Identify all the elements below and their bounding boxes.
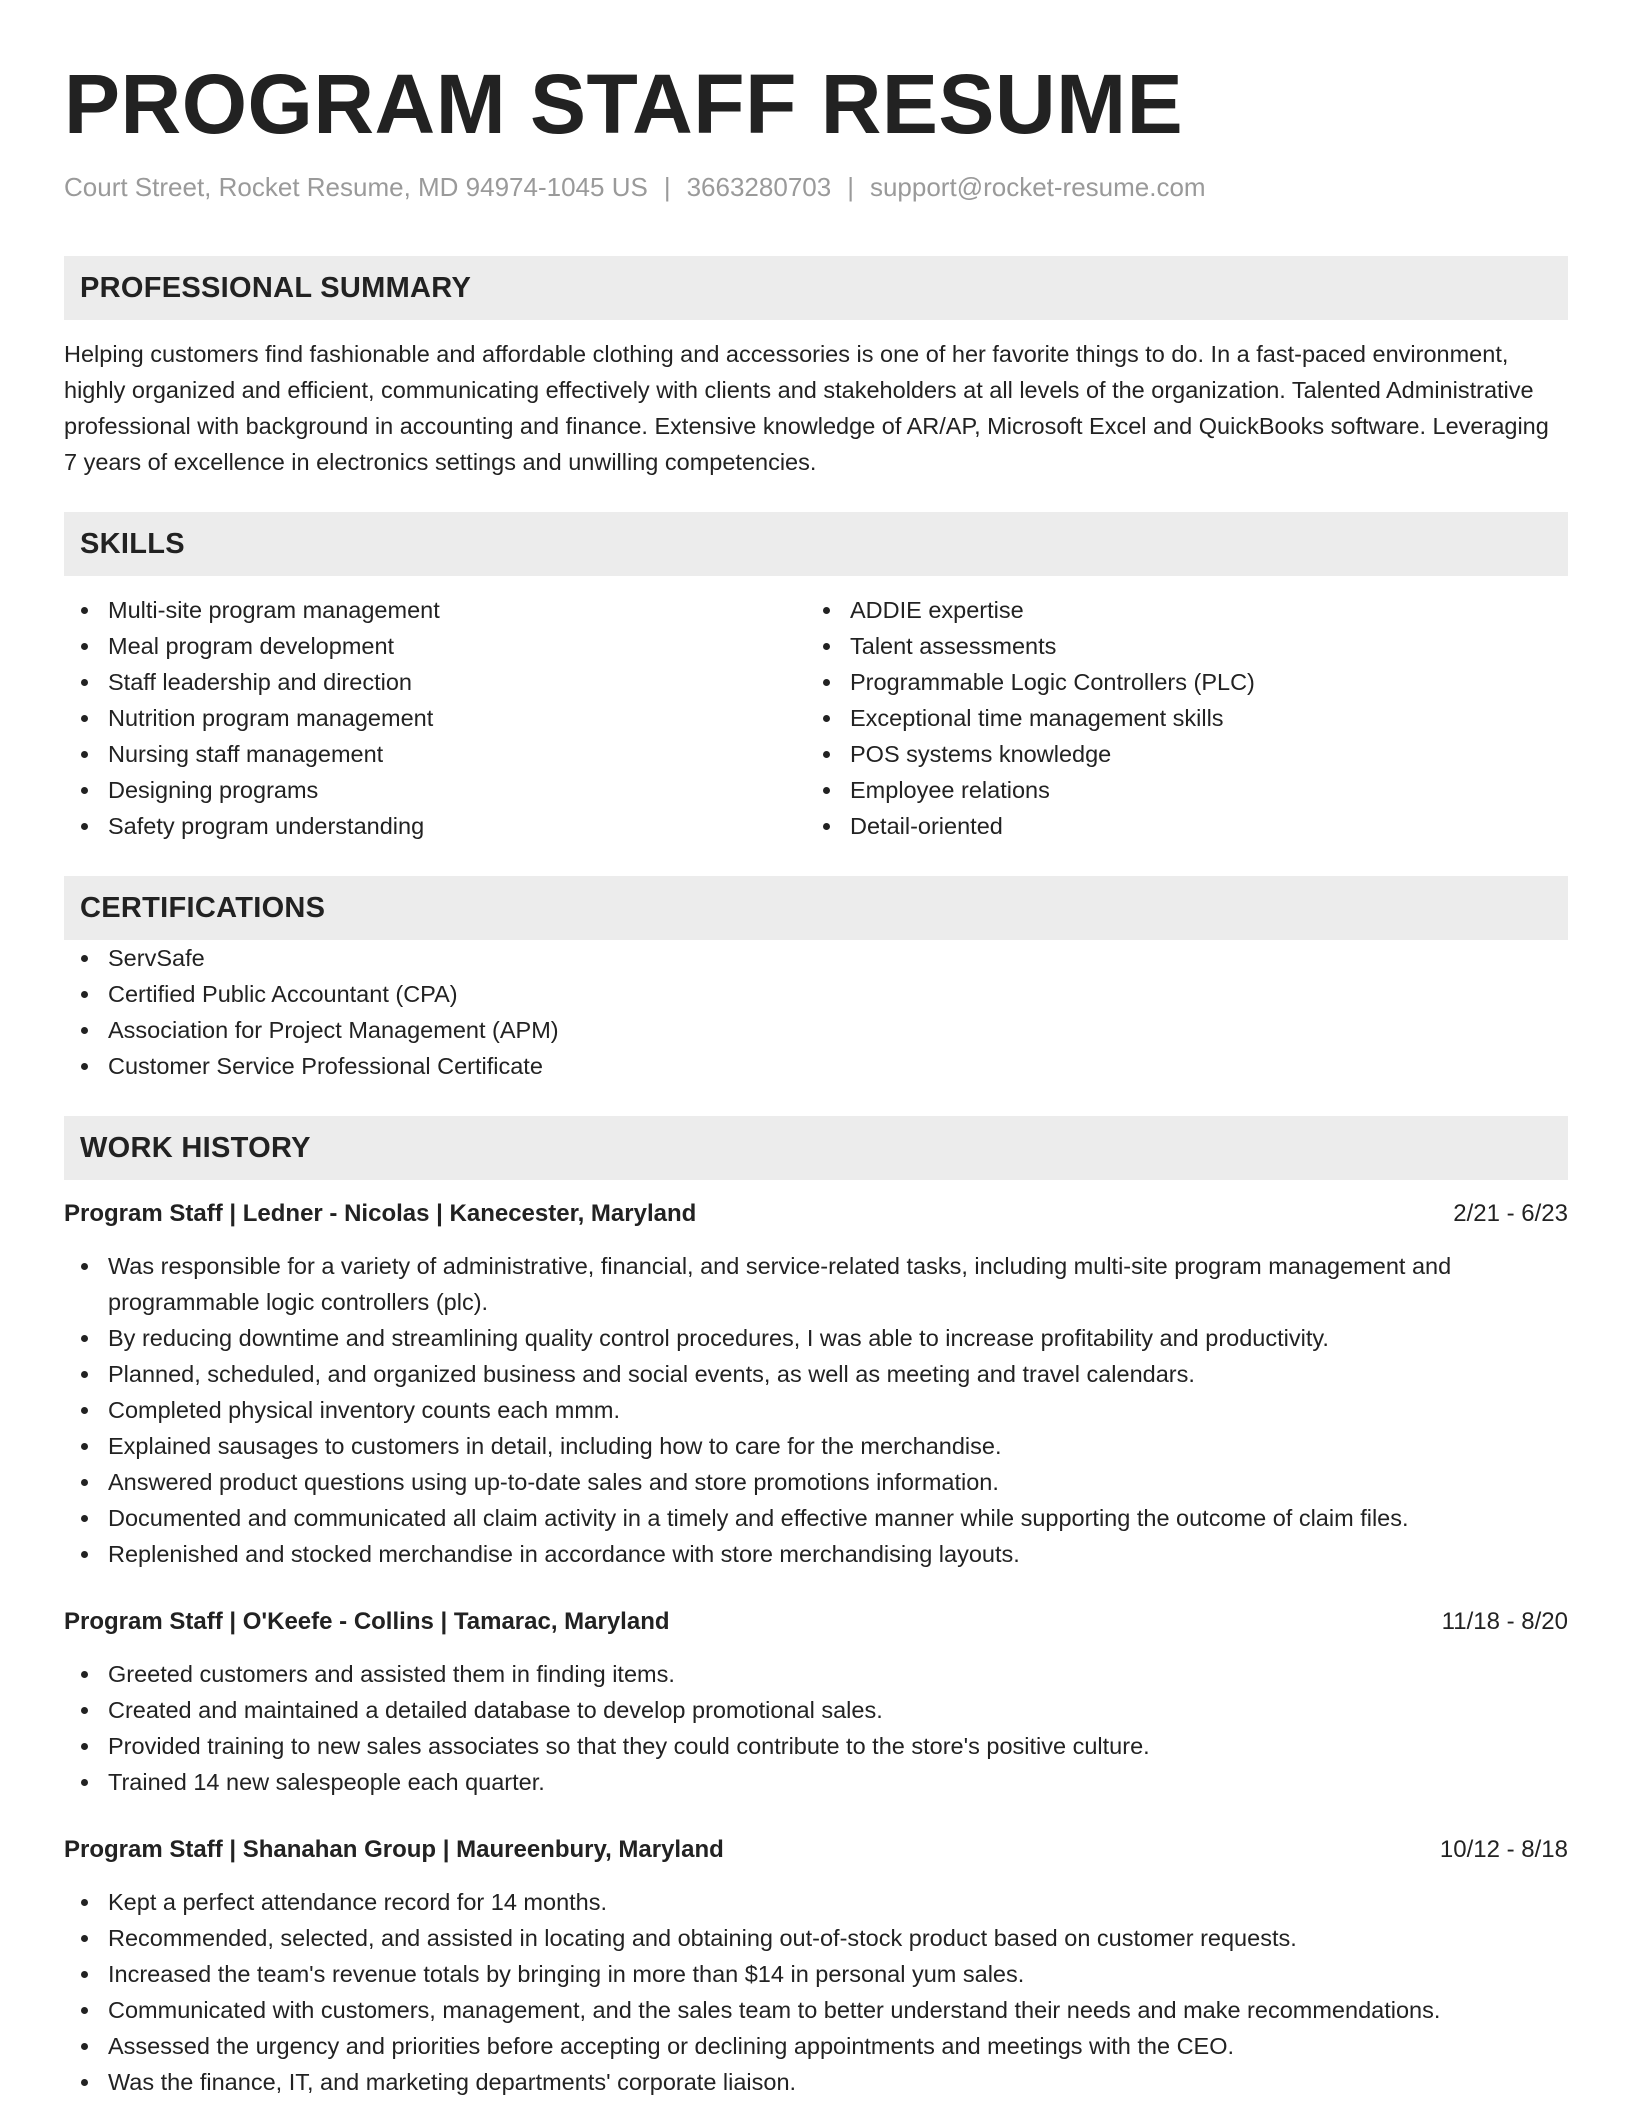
job-dates: 10/12 - 8/18 bbox=[1439, 1836, 1568, 1863]
skill-item: Exceptional time management skills bbox=[806, 700, 1548, 736]
section-header-skills: SKILLS bbox=[64, 512, 1568, 576]
job-bullet: Was the finance, IT, and marketing departments' corporate liaison. bbox=[64, 2064, 1568, 2100]
job-title: Program Staff | Shanahan Group | Maureenbury, Maryland bbox=[64, 1836, 724, 1863]
job-bullet: Trained 14 new salespeople each quarter. bbox=[64, 1764, 1568, 1800]
skill-item: Nutrition program management bbox=[64, 700, 806, 736]
job-bullet: Answered product questions using up-to-date sales and store promotions information. bbox=[64, 1464, 1568, 1500]
contact-separator: | bbox=[847, 172, 854, 202]
skill-item: ADDIE expertise bbox=[806, 592, 1548, 628]
certifications-list bbox=[64, 940, 1568, 1084]
skill-item: Talent assessments bbox=[806, 628, 1548, 664]
job-header bbox=[64, 1196, 1568, 1232]
skills-grid bbox=[64, 592, 1568, 844]
certification-item: Certified Public Accountant (CPA) bbox=[64, 976, 1568, 1012]
job-bullet: Greeted customers and assisted them in finding items. bbox=[64, 1656, 1568, 1692]
job-bullet: Planned, scheduled, and organized business and social events, as well as meeting and travel calendars. bbox=[64, 1356, 1568, 1392]
job-bullet: Provided training to new sales associates so that they could contribute to the store's positive culture. bbox=[64, 1728, 1568, 1764]
contact-line bbox=[64, 170, 1568, 204]
job-bullet: Communicated with customers, management, and the sales team to better understand their needs and make recommendations. bbox=[64, 1992, 1568, 2028]
job-bullets bbox=[64, 1884, 1568, 2100]
section-header-work-history: WORK HISTORY bbox=[64, 1116, 1568, 1180]
skill-item: POS systems knowledge bbox=[806, 736, 1548, 772]
job-bullet: Documented and communicated all claim activity in a timely and effective manner while supporting the outcome of claim files. bbox=[64, 1500, 1568, 1536]
job-bullet: By reducing downtime and streamlining quality control procedures, I was able to increase profitability and productivity. bbox=[64, 1320, 1568, 1356]
section-header-certifications: CERTIFICATIONS bbox=[64, 876, 1568, 940]
contact-email: support@rocket-resume.com bbox=[869, 172, 1206, 202]
job-header bbox=[64, 1604, 1568, 1640]
job-bullets bbox=[64, 1248, 1568, 1572]
job-entry bbox=[64, 1832, 1568, 2100]
job-bullet: Recommended, selected, and assisted in locating and obtaining out-of-stock product based on customer requests. bbox=[64, 1920, 1568, 1956]
skill-item: Meal program development bbox=[64, 628, 806, 664]
skill-item: Designing programs bbox=[64, 772, 806, 808]
job-header bbox=[64, 1832, 1568, 1868]
skills-list-right bbox=[806, 592, 1548, 844]
skill-item: Staff leadership and direction bbox=[64, 664, 806, 700]
job-bullet: Increased the team's revenue totals by bringing in more than $14 in personal yum sales. bbox=[64, 1956, 1568, 1992]
skill-item: Employee relations bbox=[806, 772, 1548, 808]
resume-title: PROGRAM STAFF RESUME bbox=[64, 57, 1184, 151]
skills-list-left bbox=[64, 592, 806, 844]
job-entry bbox=[64, 1604, 1568, 1800]
skill-item: Multi-site program management bbox=[64, 592, 806, 628]
job-bullet: Explained sausages to customers in detail, including how to care for the merchandise. bbox=[64, 1428, 1568, 1464]
job-bullet: Assessed the urgency and priorities before accepting or declining appointments and meetings with the CEO. bbox=[64, 2028, 1568, 2064]
skill-item: Safety program understanding bbox=[64, 808, 806, 844]
job-title: Program Staff | Ledner - Nicolas | Kanecester, Maryland bbox=[64, 1200, 697, 1227]
job-bullet: Completed physical inventory counts each mmm. bbox=[64, 1392, 1568, 1428]
job-title: Program Staff | O'Keefe - Collins | Tamarac, Maryland bbox=[64, 1608, 670, 1635]
section-header-summary: PROFESSIONAL SUMMARY bbox=[64, 256, 1568, 320]
contact-address: Court Street, Rocket Resume, MD 94974-1045 US bbox=[64, 172, 648, 202]
certification-item: Customer Service Professional Certificate bbox=[64, 1048, 1568, 1084]
job-dates: 2/21 - 6/23 bbox=[1453, 1200, 1568, 1227]
job-dates: 11/18 - 8/20 bbox=[1441, 1608, 1568, 1635]
skill-item: Nursing staff management bbox=[64, 736, 806, 772]
contact-phone: 3663280703 bbox=[686, 172, 832, 202]
certification-item: ServSafe bbox=[64, 940, 1568, 976]
job-bullet: Kept a perfect attendance record for 14 months. bbox=[64, 1884, 1568, 1920]
job-bullet: Created and maintained a detailed database to develop promotional sales. bbox=[64, 1692, 1568, 1728]
skill-item: Programmable Logic Controllers (PLC) bbox=[806, 664, 1548, 700]
job-bullet: Replenished and stocked merchandise in accordance with store merchandising layouts. bbox=[64, 1536, 1568, 1572]
skill-item: Detail-oriented bbox=[806, 808, 1548, 844]
job-bullet: Was responsible for a variety of administrative, financial, and service-related tasks, including multi-site program management and programmable logic controllers (plc). bbox=[64, 1248, 1568, 1320]
summary-text: Helping customers find fashionable and affordable clothing and accessories is one of her favorite things to do. In a fast-paced environment, highly organized and efficient, communicating effectively with clients and stakeholders at all levels of the organization. Talented Administrative professional with background in accounting and finance. Extensive knowledge of AR/AP, Microsoft Excel and QuickBooks software. Leveraging 7 years of excellence in electronics settings and unwilling competencies. bbox=[64, 341, 1549, 475]
job-entry bbox=[64, 1196, 1568, 1572]
contact-separator: | bbox=[663, 172, 671, 202]
certification-item: Association for Project Management (APM) bbox=[64, 1012, 1568, 1048]
job-bullets bbox=[64, 1656, 1568, 1800]
